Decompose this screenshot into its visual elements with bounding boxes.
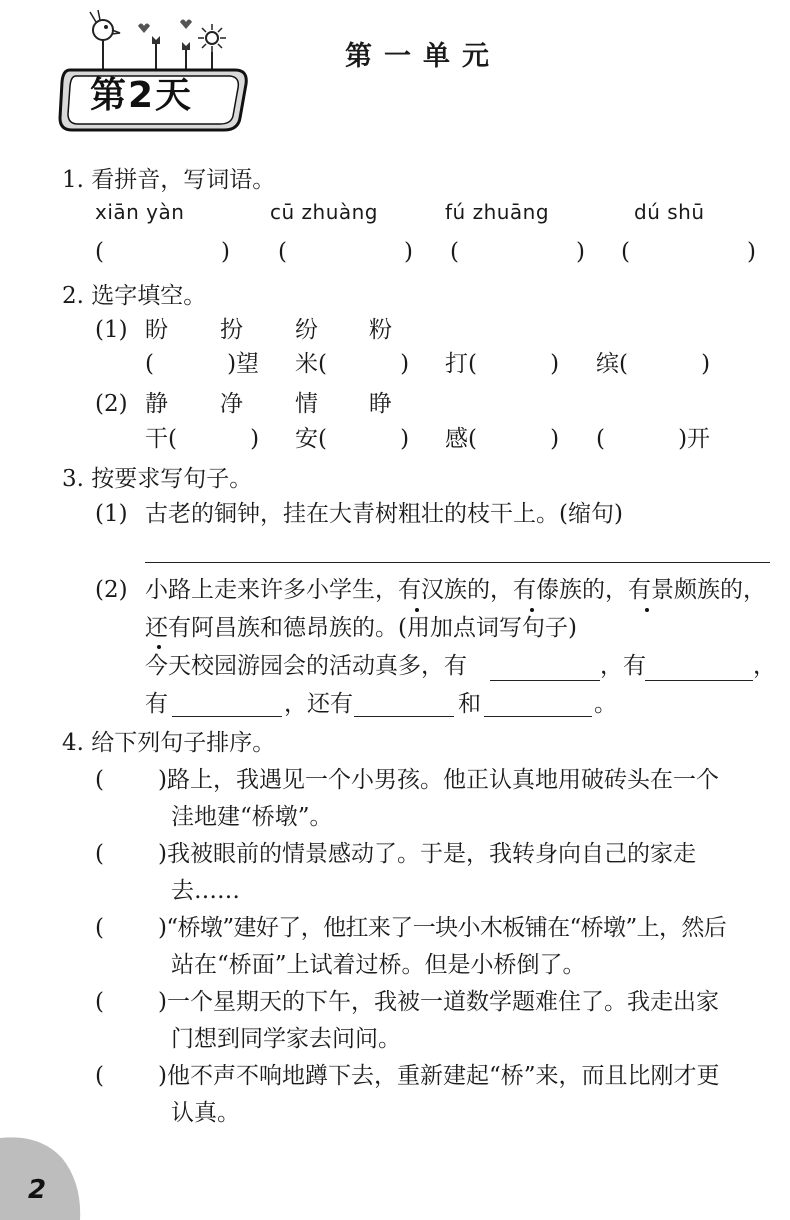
answer-line[interactable] <box>484 716 592 717</box>
answer-line[interactable] <box>172 716 282 717</box>
q2-g1-blank[interactable]: 米( ) <box>295 351 410 377</box>
emphasis-dot <box>157 645 161 649</box>
pinyin-4: dú shū <box>634 200 705 224</box>
q4-item-paren[interactable]: ( <box>95 767 104 793</box>
q1-blank-3[interactable]: ( ) <box>450 239 585 265</box>
q4-item-line2: 认真。 <box>171 1100 240 1126</box>
q3-fill-you: 有 <box>145 691 168 717</box>
q4-item-line1: )他不声不响地蹲下去，重新建起“桥”来，而且比刚才更 <box>158 1063 720 1089</box>
q2-g1-blank[interactable]: 缤( ) <box>596 351 711 377</box>
q3-s1-label: (1) <box>95 501 128 527</box>
emphasis-dot <box>415 608 419 612</box>
q1-title: 1. 看拼音，写词语。 <box>62 167 276 193</box>
answer-line[interactable] <box>490 680 600 681</box>
q3-fill-comma2: ， <box>753 653 776 679</box>
q4-item-line2: 洼地建“桥墩”。 <box>171 804 333 830</box>
q4-item-line2: 站在“桥面”上试着过桥。但是小桥倒了。 <box>171 952 586 978</box>
q3-s2-label: (2) <box>95 577 128 603</box>
q3-s1-text: 古老的铜钟，挂在大青树粗壮的枝干上。(缩句) <box>145 501 623 527</box>
flower-decoration <box>0 0 260 140</box>
emphasis-dot <box>645 608 649 612</box>
q4-item-line1: )我被眼前的情景感动了。于是，我转身向自己的家走 <box>158 841 696 867</box>
q4-item-paren[interactable]: ( <box>95 989 104 1015</box>
q2-g2-label: (2) <box>95 391 128 417</box>
q3-title: 3. 按要求写句子。 <box>62 466 253 492</box>
q3-s2-line1: 小路上走来许多小学生，有汉族的，有傣族的，有景颇族的， <box>145 577 766 603</box>
q4-item-paren[interactable]: ( <box>95 841 104 867</box>
q2-g1-blank[interactable]: ( )望 <box>145 351 260 377</box>
q4-item-paren[interactable]: ( <box>95 1063 104 1089</box>
emphasis-dot <box>530 608 534 612</box>
q2-g2-char: 净 <box>220 391 243 417</box>
q2-g2-blank[interactable]: 干( ) <box>145 426 260 452</box>
q4-item-paren[interactable]: ( <box>95 915 104 941</box>
answer-line[interactable] <box>645 680 753 681</box>
unit-title: 第一单元 <box>345 41 501 72</box>
page-corner-tab <box>0 1128 90 1220</box>
q2-g1-blank[interactable]: 打( ) <box>445 351 560 377</box>
q4-item-line2: 去…… <box>171 878 240 904</box>
q4-item-line1: )“桥墩”建好了，他扛来了一块小木板铺在“桥墩”上，然后 <box>158 915 727 941</box>
pinyin-1: xiān yàn <box>95 200 185 224</box>
q2-g2-blank[interactable]: 安( ) <box>295 426 410 452</box>
q1-blank-4[interactable]: ( ) <box>621 239 756 265</box>
pinyin-2: cū zhuàng <box>270 200 379 224</box>
page-number: 2 <box>28 1175 47 1205</box>
q2-g2-char: 静 <box>145 391 168 417</box>
q2-g2-char: 情 <box>295 391 318 417</box>
q2-g1-char: 粉 <box>369 317 392 343</box>
q4-item-line1: )一个星期天的下午，我被一道数学题难住了。我走出家 <box>158 989 719 1015</box>
q2-g2-blank[interactable]: 感( ) <box>445 426 560 452</box>
q1-blank-2[interactable]: ( ) <box>278 239 413 265</box>
pinyin-3: fú zhuāng <box>445 200 550 224</box>
q4-item-line1: )路上，我遇见一个小男孩。他正认真地用破砖头在一个 <box>158 767 719 793</box>
q2-g2-char: 睁 <box>369 391 392 417</box>
q2-g1-char: 盼 <box>145 317 168 343</box>
q2-g1-label: (1) <box>95 317 128 343</box>
q2-g1-char: 纷 <box>295 317 318 343</box>
day-badge: 第2天 <box>90 75 194 116</box>
q1-blank-1[interactable]: ( ) <box>95 239 230 265</box>
q3-fill-haiyou: ，还有 <box>284 691 353 717</box>
q3-fill-start: 今天校园游园会的活动真多，有 <box>145 653 467 679</box>
q2-title: 2. 选字填空。 <box>62 283 207 309</box>
q2-g1-char: 扮 <box>220 317 243 343</box>
q4-item-line2: 门想到同学家去问问。 <box>171 1026 401 1052</box>
answer-line[interactable] <box>354 716 454 717</box>
q2-g2-blank[interactable]: ( )开 <box>596 426 711 452</box>
q3-fill-end: 。 <box>594 691 617 717</box>
q3-fill-comma1: ，有 <box>600 653 646 679</box>
q3-fill-he: 和 <box>458 691 481 717</box>
q4-title: 4. 给下列句子排序。 <box>62 730 276 756</box>
q3-s2-line2: 还有阿昌族和德昂族的。(用加点词写句子) <box>145 615 577 641</box>
answer-line[interactable] <box>145 562 770 563</box>
